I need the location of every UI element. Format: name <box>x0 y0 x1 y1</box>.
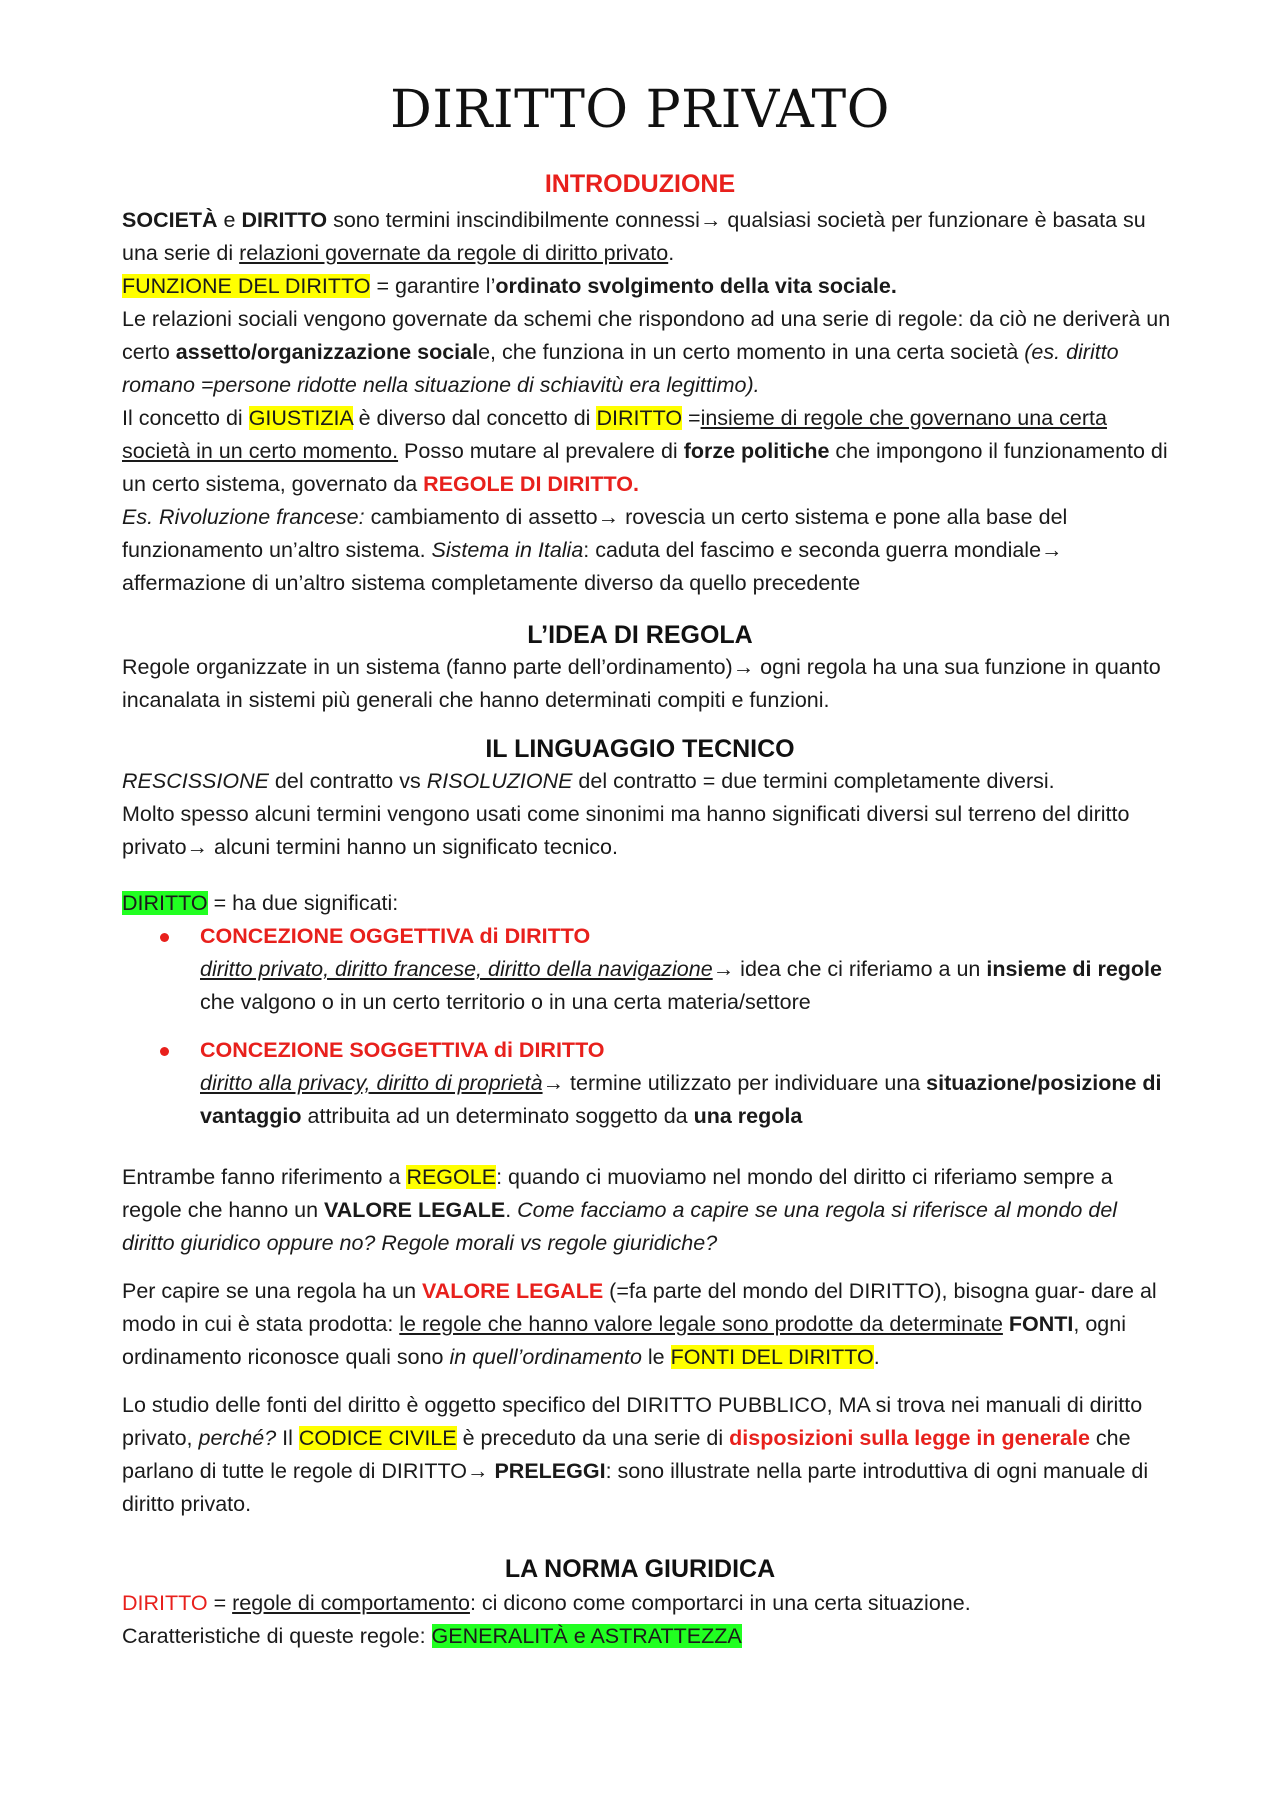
paragraph: Regole organizzate in un sistema (fanno parte dell’ordinamento)→ ogni regola ha una sua funzione in quanto incanalata in sistemi più generali che hanno determinati compiti e funzioni. <box>122 655 1161 712</box>
text: del contratto vs <box>268 769 427 793</box>
text: e <box>217 208 242 232</box>
text: Il concetto di <box>122 406 249 430</box>
paragraph <box>122 1587 1172 1620</box>
highlighted-text: GIUSTIZIA <box>248 406 353 430</box>
text: → termine utilizzato per individuare una <box>542 1071 927 1095</box>
text: . <box>873 1345 880 1369</box>
text: = ha due significati: <box>207 891 399 915</box>
text: attribuita ad un determinato soggetto da <box>301 1104 694 1128</box>
highlighted-text: FUNZIONE DEL DIRITTO <box>122 274 371 298</box>
bold-text: DIRITTO <box>241 208 328 232</box>
bold-text: assetto/organizzazione social <box>175 340 479 364</box>
text: . <box>505 1198 518 1222</box>
red-bold-text: disposizioni sulla legge in generale <box>729 1426 1090 1450</box>
paragraph <box>122 1620 1172 1653</box>
bold-text: FONTI <box>1008 1312 1074 1336</box>
text: , ogni ordinamento riconosce quali sono <box>122 1312 1126 1369</box>
document-title: DIRITTO PRIVATO <box>390 80 890 140</box>
paragraph-valore-legale <box>122 1275 1172 1374</box>
underlined-text: insieme di regole che governano una certa società in un certo momento. <box>122 406 1107 463</box>
red-text: DIRITTO <box>122 1591 208 1615</box>
text: Le relazioni sociali vengono governate da schemi che rispondono ad una serie di regole: da ciò ne deriverà un certo <box>122 307 1171 364</box>
text: = <box>207 1591 233 1615</box>
text: : quando ci muoviamo nel mondo del diritto ci riferiamo sempre a regole che hanno un <box>122 1165 1113 1222</box>
bold-text: VALORE LEGALE <box>324 1198 506 1222</box>
text: è diverso dal concetto di <box>352 406 597 430</box>
bullet-text <box>200 920 1190 1019</box>
paragraph <box>122 501 1172 600</box>
paragraph <box>122 1161 1172 1260</box>
paragraph-regole <box>122 1161 1172 1260</box>
bold-text: ordinato svolgimento della vita sociale. <box>495 274 897 298</box>
bold-text: insieme di regole <box>986 957 1162 981</box>
highlighted-text: DIRITTO <box>596 406 683 430</box>
paragraph <box>122 270 1172 303</box>
text: Posso mutare al prevalere di <box>398 439 684 463</box>
bullet-text <box>200 1034 1190 1133</box>
text: cambiamento di assetto→ rovescia un certo sistema e pone alla base del funzionamento un’altro sistema. <box>122 505 1068 562</box>
bold-text: una regola <box>693 1104 803 1128</box>
underlined-text: regole di comportamento <box>232 1591 470 1615</box>
text: che impongono il funzionamento di un certo sistema, governato da <box>122 439 1168 496</box>
paragraph-fonti <box>122 1389 1172 1521</box>
highlighted-text: DIRITTO <box>122 891 208 915</box>
bullet-body <box>200 953 1190 1019</box>
underlined-text: relazioni governate da regole di diritto privato <box>239 241 669 265</box>
paragraph <box>122 1389 1172 1521</box>
paragraph <box>122 887 1172 920</box>
bullet-title: CONCEZIONE OGGETTIVA di DIRITTO <box>200 924 591 948</box>
highlighted-text: CODICE CIVILE <box>298 1426 457 1450</box>
bold-text: PRELEGGI <box>494 1459 606 1483</box>
text: del contratto = due termini completamente diversi. <box>572 769 1055 793</box>
text: (=fa parte del mondo del DIRITTO), bisogna guar- dare al modo in cui è stata prodotta: <box>122 1279 1157 1336</box>
text: che parlano di tutte le regole di DIRITTO→ <box>122 1426 1131 1483</box>
text: sono termini inscindibilmente connessi→ qualsiasi società per funzionare è basata su una serie di <box>122 208 1146 265</box>
text: Per capire se una regola ha un <box>122 1279 423 1303</box>
italic-underlined-text: diritto privato, diritto francese, diritto della navigazione <box>200 957 713 981</box>
diritto-definition <box>122 887 1172 920</box>
bold-text: situazione/posizione di vantaggio <box>200 1071 1162 1128</box>
paragraph <box>122 402 1172 501</box>
bullet-body <box>200 1067 1190 1133</box>
highlighted-text: REGOLE <box>406 1165 497 1189</box>
italic-text: in quell’ordinamento <box>449 1345 642 1369</box>
paragraph <box>122 204 1172 270</box>
bold-text: SOCIETÀ <box>122 208 218 232</box>
italic-text: RESCISSIONE <box>122 769 269 793</box>
italic-text: Come facciamo a capire se una regola si riferisce al mondo del diritto giuridico oppure no? Regole morali vs regole giuridiche? <box>122 1198 1118 1255</box>
text: Entrambe fanno riferimento a <box>122 1165 407 1189</box>
italic-text: (es. diritto romano =persone ridotte nella situazione di schiavitù era legittimo). <box>122 340 1119 397</box>
text: : ci dicono come comportarci in una certa situazione. <box>469 1591 971 1615</box>
red-bold-text: REGOLE DI DIRITTO. <box>423 472 639 496</box>
paragraph <box>122 303 1172 402</box>
text: . <box>668 241 675 265</box>
bullet-dot-icon <box>160 933 169 942</box>
text: : caduta del fascimo e seconda guerra mondiale→ affermazione di un’altro sistema completamente diverso da quello precedente <box>122 538 1063 595</box>
italic-text: Es. Rivoluzione francese: <box>122 505 365 529</box>
section-heading-introduzione: INTRODUZIONE <box>544 170 736 198</box>
section-heading-idea-di-regola: L’IDEA DI REGOLA <box>527 621 753 649</box>
section-idea-di-regola <box>122 651 1172 717</box>
italic-text: perché? <box>198 1426 277 1450</box>
text: → idea che ci riferiamo a un <box>712 957 987 981</box>
italic-underlined-text: diritto alla privacy, diritto di proprietà <box>200 1071 543 1095</box>
paragraph: Molto spesso alcuni termini vengono usati come sinonimi ma hanno significati diversi sul terreno del diritto privato→ alcuni termini hanno un significato tecnico. <box>122 802 1130 859</box>
paragraph <box>122 1275 1172 1374</box>
text: e, che funziona in un certo momento in una certa società <box>478 340 1025 364</box>
underlined-text: le regole che hanno valore legale sono prodotte da determinate <box>399 1312 1003 1336</box>
highlighted-text: FONTI DEL DIRITTO <box>670 1345 874 1369</box>
text: che valgono o in un certo territorio o in una certa materia/settore <box>200 990 811 1014</box>
text: Il <box>276 1426 299 1450</box>
text: Caratteristiche di queste regole: <box>122 1624 432 1648</box>
text: è preceduto da una serie di <box>456 1426 730 1450</box>
section-introduzione <box>122 204 1172 600</box>
text: Lo studio delle fonti del diritto è oggetto specifico del DIRITTO PUBBLICO, MA si trova nei manuali di diritto privato, <box>122 1393 1143 1450</box>
text: = <box>682 406 701 430</box>
bullet-dot-icon <box>160 1047 169 1056</box>
bold-text: forze politiche <box>683 439 830 463</box>
section-linguaggio-tecnico <box>122 765 1172 864</box>
highlighted-text: GENERALITÀ e ASTRATTEZZA <box>431 1624 742 1648</box>
text: : sono illustrate nella parte introduttiva di ogni manuale di diritto privato. <box>122 1459 1149 1516</box>
paragraph <box>122 765 1172 798</box>
italic-text: RISOLUZIONE <box>426 769 573 793</box>
section-heading-linguaggio-tecnico: IL LINGUAGGIO TECNICO <box>485 735 795 763</box>
section-heading-norma-giuridica: LA NORMA GIURIDICA <box>504 1555 776 1583</box>
text: = garantire l’ <box>370 274 496 298</box>
section-norma-giuridica <box>122 1587 1172 1653</box>
italic-text: Sistema in Italia <box>431 538 584 562</box>
red-bold-text: VALORE LEGALE <box>422 1279 604 1303</box>
text: le <box>641 1345 671 1369</box>
bullet-title: CONCEZIONE SOGGETTIVA di DIRITTO <box>200 1038 605 1062</box>
